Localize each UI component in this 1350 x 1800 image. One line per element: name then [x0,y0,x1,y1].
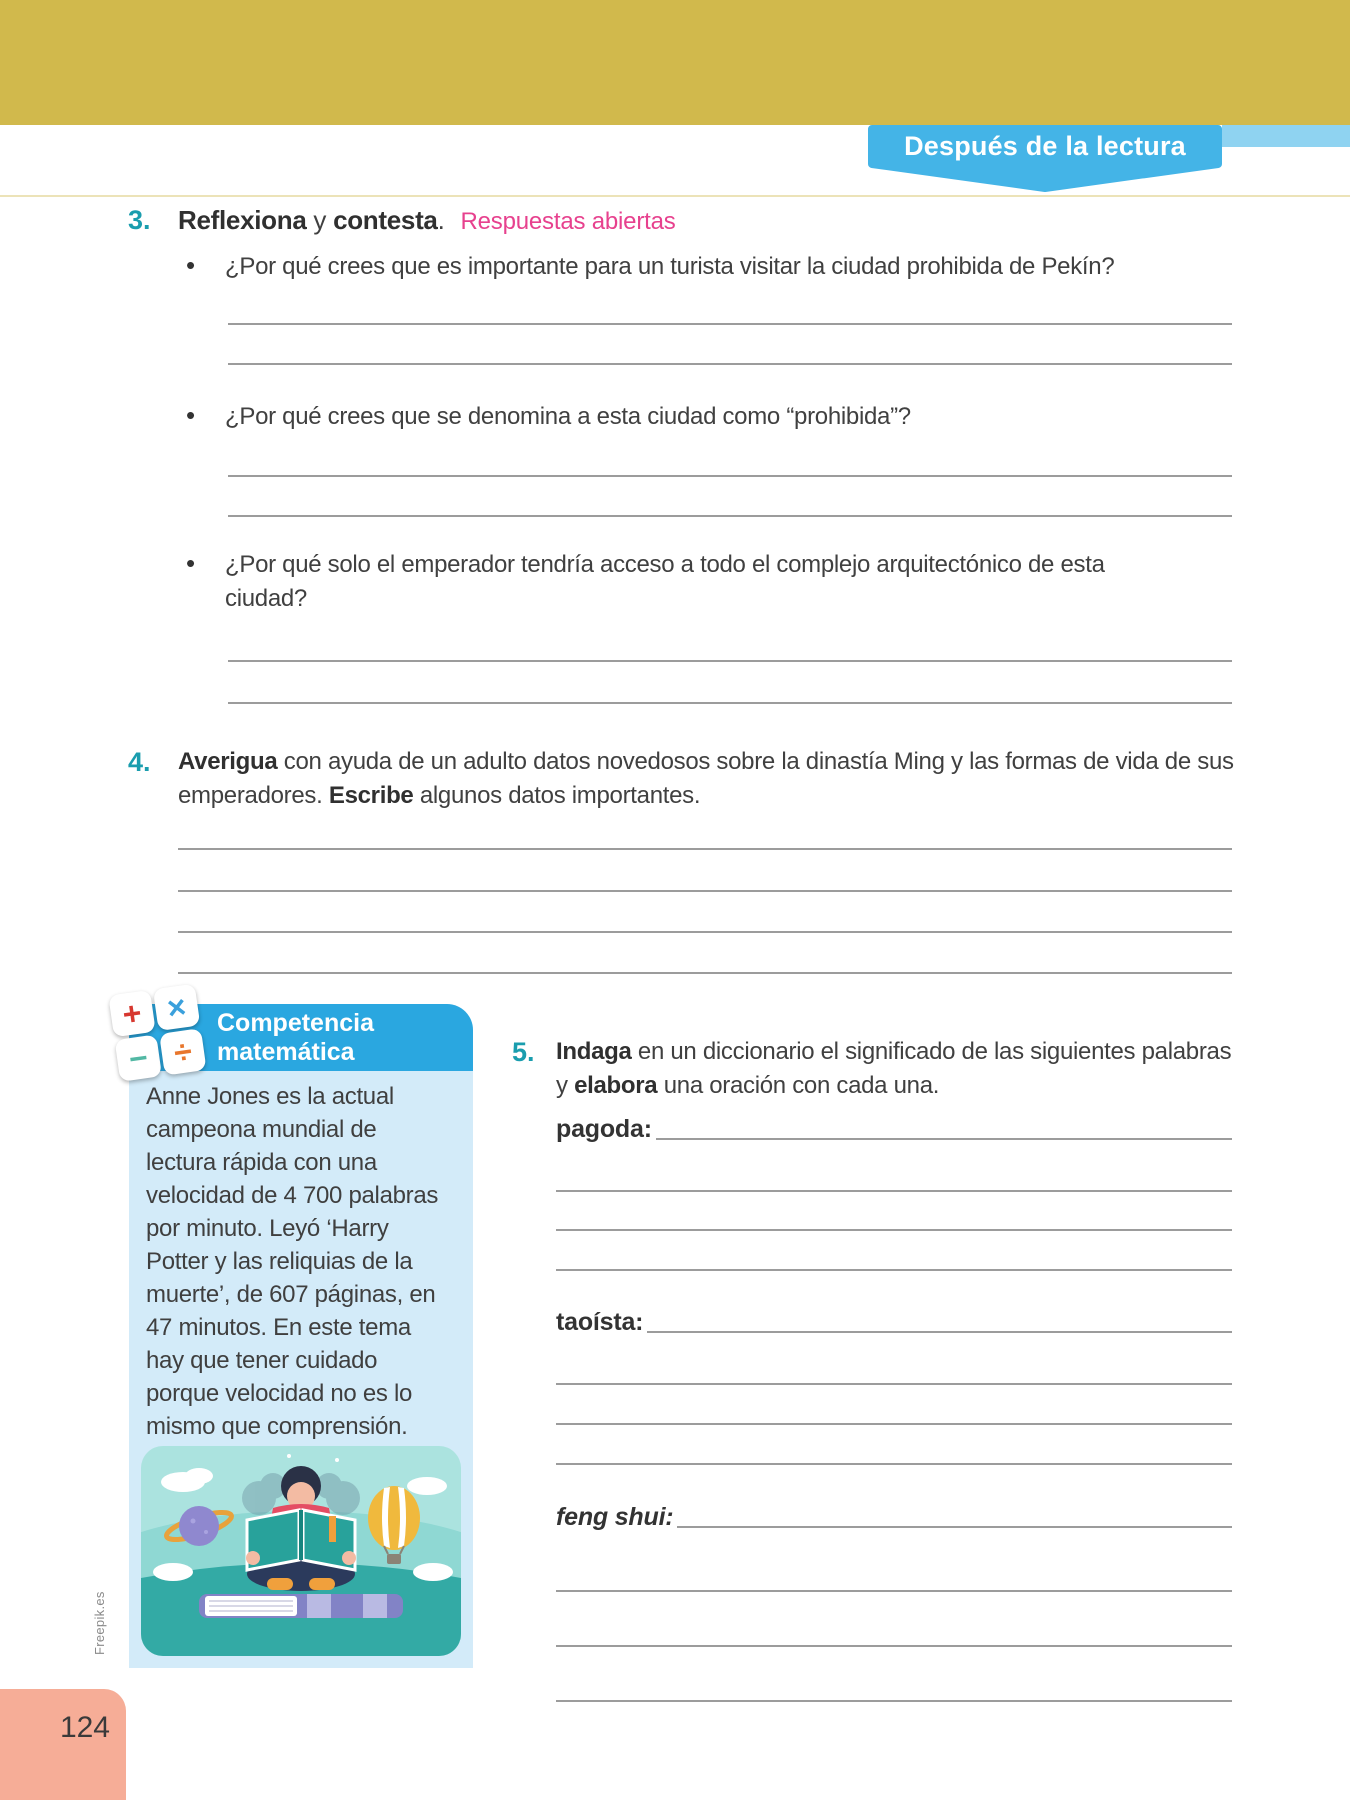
question-1: ¿Por qué crees que es importante para un turista visitar la ciudad prohibida de Pekín? [225,253,1115,280]
math-competence-title-line1: Competencia [217,1009,374,1037]
exercise-3-number: 3. [128,205,151,235]
word-entry-feng-shui [556,1496,1232,1532]
bullet-icon: • [186,250,196,280]
answer-line [556,1190,1232,1192]
answer-line [178,848,1232,850]
answer-line [556,1463,1232,1465]
question-2: ¿Por qué crees que se denomina a esta ciudad como “prohibida”? [225,403,911,430]
answer-line [556,1645,1232,1647]
page-number: 124 [59,1711,110,1744]
answer-line [178,931,1232,933]
answer-line [178,890,1232,892]
answer-line [228,363,1232,365]
books-stack [199,1594,403,1618]
exercise-3-title: Reflexiona y contesta. Respuestas abiertas [178,205,676,235]
plus-icon: + [108,990,155,1037]
question-3: ¿Por qué solo el emperador tendría acceso a todo el complejo arquitectónico de esta ciudad? [225,551,1105,612]
reading-illustration-svg [141,1446,461,1656]
exercise-4-number: 4. [128,747,151,777]
exercise-4-title: Averigua con ayuda de un adulto datos novedosos sobre la dinastía Ming y las formas de vida de sus emperadores. Escribe algunos datos importantes. [178,748,1234,809]
answer-line [228,660,1232,662]
bullet-icon: • [186,548,196,578]
answer-line [228,702,1232,704]
answer-line [556,1590,1232,1592]
answer-line [178,972,1232,974]
image-credit: Freepik.es [92,1591,107,1655]
math-operations-icon [108,983,209,1083]
answer-line [556,1423,1232,1425]
answer-line [228,515,1232,517]
exercise-5-number: 5. [512,1037,535,1067]
word-label-feng-shui: feng shui: [556,1503,674,1531]
answer-line [556,1383,1232,1385]
answer-line [656,1138,1232,1140]
answer-line [228,475,1232,477]
page-number-tab [0,1689,126,1800]
open-answers-note: Respuestas abiertas [460,208,676,235]
exercise-3-verb-1: Reflexiona [178,205,307,235]
answer-line [677,1526,1232,1528]
exercise-3-verb-2: contesta [333,205,438,235]
bullet-icon: • [186,400,196,430]
after-reading-banner-shape [0,0,1350,200]
exercise-4-verb-2: Escribe [328,782,414,809]
after-reading-banner: Después de la lectura [904,131,1186,161]
answer-line [556,1229,1232,1231]
exercise-5-verb-1: Indaga [556,1038,632,1065]
word-label-pagoda: pagoda: [556,1115,652,1143]
reading-illustration [141,1446,461,1656]
multiply-icon: × [153,984,200,1031]
answer-line [228,323,1232,325]
word-entry-taoista [556,1301,1232,1337]
exercise-5-verb-2: elabora [574,1072,658,1099]
exercise-5-title: Indaga en un diccionario el significado de las siguientes palabras y elabora una oración con cada una. [556,1038,1232,1099]
answer-line [556,1269,1232,1271]
math-competence-title-line2: matemática [217,1038,355,1066]
word-label-taoista: taoísta: [556,1308,644,1336]
answer-line [556,1700,1232,1702]
math-competence-text: Anne Jones es la actual campeona mundial de lectura rápida con una velocidad de 4 700 palabras por minuto. Leyó ‘Harry Potter y las reliquias de la muerte’, de 607 páginas, en 47 minutos. En este tema hay que tener cuidado porque velocidad no es lo mismo que comprensión. [146,1083,439,1440]
word-entry-pagoda [556,1108,1232,1144]
divide-icon: ÷ [159,1028,206,1075]
minus-icon: − [115,1034,162,1081]
answer-line [647,1331,1232,1333]
exercise-4-verb-1: Averigua [178,748,278,775]
